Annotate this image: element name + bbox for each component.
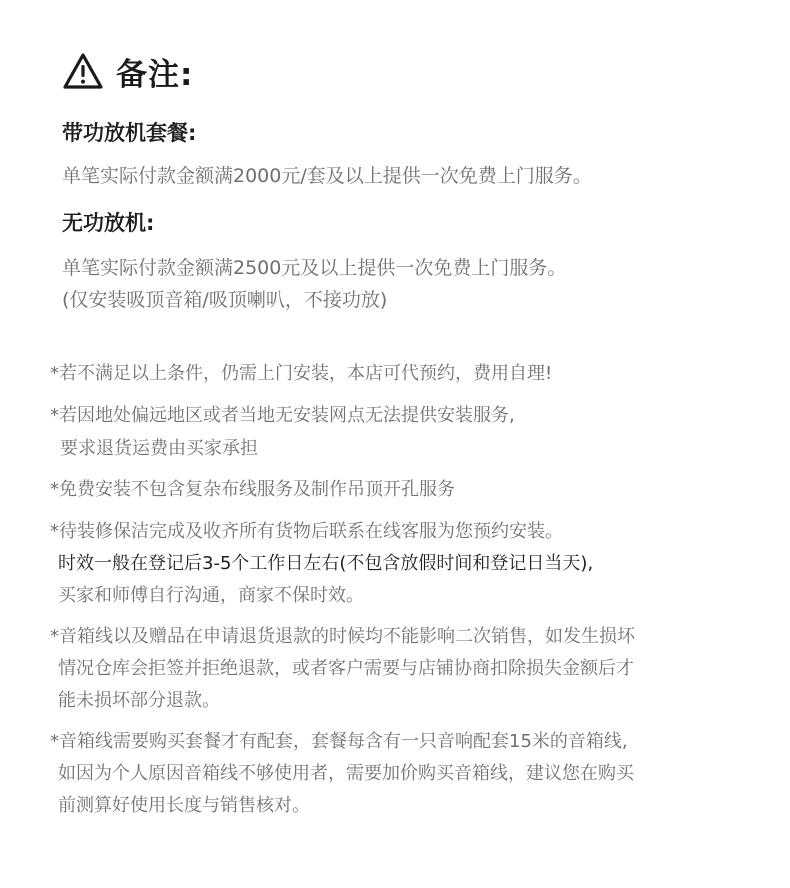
text-no-amp-note: (仅安装吸顶音箱/吸顶喇叭，不接功放) <box>62 289 388 311</box>
note-item-4-line-1: *待装修保洁完成及收齐所有货物后联系在线客服为您预约安装。 <box>50 521 563 542</box>
note-item-6-line-3: 前测算好使用长度与销售核对。 <box>58 795 310 816</box>
note-item-1: *若不满足以上条件，仍需上门安装，本店可代预约，费用自理! <box>50 363 553 384</box>
note-item-2-line-1: *若因地处偏远地区或者当地无安装网点无法提供安装服务, <box>50 405 515 426</box>
warning-triangle-icon <box>62 52 104 90</box>
note-item-5-line-2: 情况仓库会拒签并拒绝退款，或者客户需要与店铺协商扣除损失金额后才 <box>58 658 634 679</box>
text-with-amp-condition: 单笔实际付款金额满2000元/套及以上提供一次免费上门服务。 <box>62 165 592 187</box>
page-title: 备注: <box>116 56 194 93</box>
notes-title-row <box>62 48 193 94</box>
note-item-6-line-1: *音箱线需要购买套餐才有配套，套餐每含有一只音响配套15米的音箱线, <box>50 731 628 752</box>
note-item-3: *免费安装不包含复杂布线服务及制作吊顶开孔服务 <box>50 479 455 500</box>
note-item-4-line-2: 时效一般在登记后3-5个工作日左右(不包含放假时间和登记日当天), <box>58 553 594 574</box>
note-item-5-line-1: *音箱线以及赠品在申请退货退款的时候均不能影响二次销售，如发生损坏 <box>50 626 635 647</box>
note-item-5-line-3: 能未损坏部分退款。 <box>58 690 220 711</box>
note-item-4-line-3: 买家和师傅自行沟通，商家不保时效。 <box>58 585 364 606</box>
note-item-6-line-2: 如因为个人原因音箱线不够使用者，需要加价购买音箱线，建议您在购买 <box>58 763 634 784</box>
text-no-amp-condition: 单笔实际付款金额满2500元及以上提供一次免费上门服务。 <box>62 257 567 279</box>
heading-with-amp: 带功放机套餐: <box>62 121 197 145</box>
heading-no-amp: 无功放机: <box>62 211 155 235</box>
note-item-2-line-2: 要求退货运费由买家承担 <box>60 438 258 459</box>
